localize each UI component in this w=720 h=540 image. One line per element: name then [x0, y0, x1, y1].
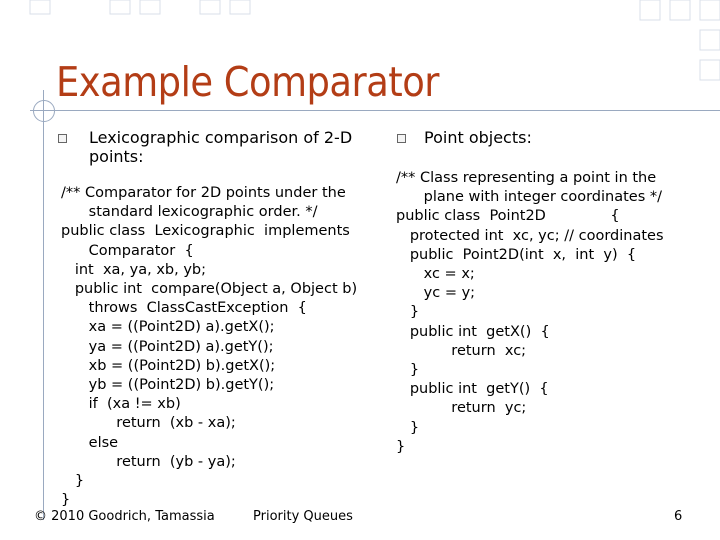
code-line: xc = x;	[396, 266, 475, 283]
code-line: }	[396, 304, 420, 321]
code-line: public class Point2D {	[396, 208, 620, 225]
bullet-icon	[58, 134, 67, 143]
code-line: }	[396, 438, 406, 455]
bullet-icon	[397, 134, 406, 143]
code-line: }	[61, 473, 85, 490]
left-code-block	[61, 184, 357, 510]
slide-title: Example Comparator	[56, 58, 439, 106]
code-line: standard lexicographic order. */	[61, 204, 318, 221]
right-bullet-text: Point objects:	[424, 128, 532, 147]
code-line: public class Lexicographic implements	[61, 223, 350, 240]
page-number: 6	[674, 509, 683, 524]
code-line: public int getY() {	[396, 381, 549, 398]
footer-copyright: © 2010 Goodrich, Tamassia	[34, 509, 215, 524]
footer-topic: Priority Queues	[253, 509, 353, 524]
code-line: public Point2D(int x, int y) {	[396, 246, 637, 263]
code-line: /** Comparator for 2D points under the	[61, 185, 346, 201]
code-line: }	[396, 419, 420, 436]
code-line: Comparator {	[61, 242, 194, 259]
margin-line	[43, 90, 44, 520]
title-underline	[30, 110, 720, 111]
code-line: return (xb - xa);	[61, 415, 236, 432]
code-line: yb = ((Point2D) b).getY();	[61, 377, 275, 394]
code-line: throws ClassCastException {	[61, 300, 307, 317]
code-line: else	[61, 434, 119, 451]
left-bullet-text: Lexicographic comparison of 2-D points:	[89, 128, 353, 166]
code-line: public int compare(Object a, Object b)	[61, 281, 358, 298]
code-line: xa = ((Point2D) a).getX();	[61, 319, 275, 336]
code-line: plane with integer coordinates */	[396, 189, 663, 206]
code-line: ya = ((Point2D) a).getY();	[61, 338, 274, 355]
code-line: return yc;	[396, 400, 527, 417]
right-code-block	[396, 169, 664, 457]
code-line: }	[61, 492, 71, 509]
code-line: public int getX() {	[396, 323, 550, 340]
code-line: return xc;	[396, 342, 527, 359]
code-line: }	[396, 362, 420, 379]
code-line: protected int xc, yc; // coordinates	[396, 227, 664, 244]
code-line: return (yb - ya);	[61, 453, 236, 470]
code-line: if (xa != xb)	[61, 396, 181, 413]
code-line: int xa, ya, xb, yb;	[61, 261, 206, 278]
crosshair-ornament	[33, 100, 55, 122]
code-line: /** Class representing a point in the	[396, 170, 657, 186]
code-line: xb = ((Point2D) b).getX();	[61, 357, 276, 374]
code-line: yc = y;	[396, 285, 476, 302]
